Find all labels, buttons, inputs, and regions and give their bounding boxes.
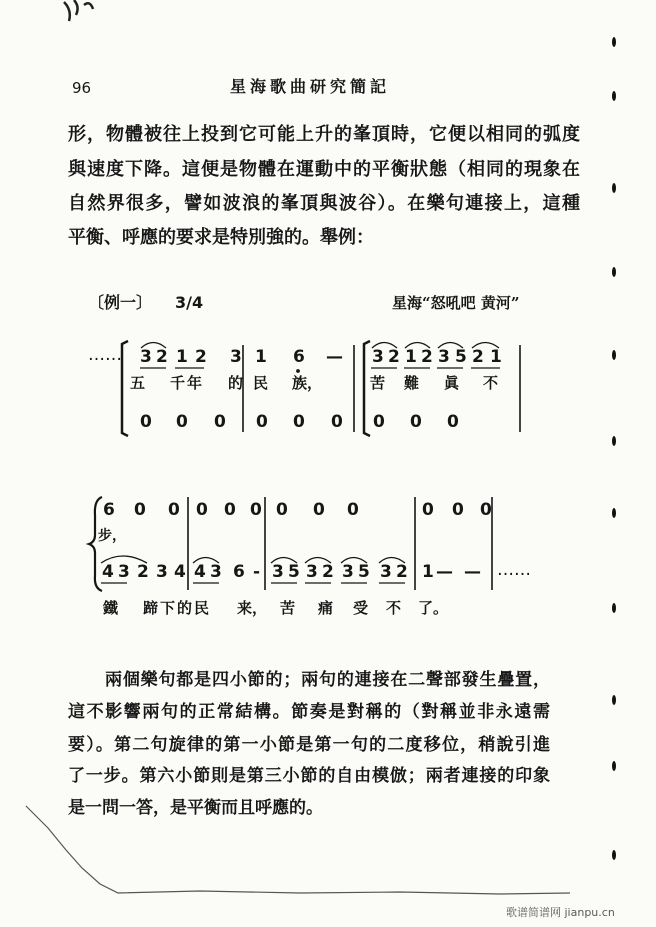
lyric: 来， — [237, 599, 268, 617]
note: 1 — [255, 347, 267, 367]
note: 1 — [422, 562, 434, 582]
binding-dot — [612, 267, 616, 277]
lyric: 眞 — [444, 374, 460, 392]
lyric: 受 — [353, 599, 369, 617]
note: 6 — [293, 347, 305, 367]
note: 1 — [176, 347, 188, 367]
rest: 0 — [214, 412, 226, 432]
rest: 0 — [331, 412, 343, 432]
rest: 0 — [293, 412, 305, 432]
paragraph2-line: 這不影響兩句的正常結構。節奏是對稱的（對稱並非永遠需 — [68, 702, 550, 722]
lyric: 的 — [228, 374, 244, 392]
rest: 0 — [373, 412, 385, 432]
note: 2 — [137, 562, 149, 582]
rest: 0 — [168, 500, 180, 520]
lyric: 鐵 — [103, 599, 119, 617]
lyric: 痛 — [318, 599, 334, 617]
paragraph1-line: 與速度下降。這便是物體在運動中的平衡狀態（相同的現象在 — [68, 159, 580, 180]
lyric: 不 — [386, 599, 402, 617]
rest: 0 — [313, 500, 325, 520]
note: 3 — [140, 347, 152, 367]
binding-dot — [612, 350, 616, 360]
paragraph2-line: 了一步。第六小節則是第三小節的自由模倣；兩者連接的印象 — [68, 766, 550, 786]
binding-dot — [612, 37, 616, 47]
note: 5 — [288, 562, 300, 582]
note: 2 — [322, 562, 334, 582]
lyric: 五 — [130, 374, 146, 392]
paragraph2-line: 要）。第二句旋律的第一小節是第一句的二度移位，稍說引進 — [68, 735, 550, 755]
rest: 0 — [447, 412, 459, 432]
note: 2 — [388, 347, 400, 367]
rest: 0 — [140, 412, 152, 432]
note: 3 — [438, 347, 450, 367]
paragraph1-line: 平衡、呼應的要求是特別強的。舉例： — [68, 227, 374, 248]
rest: 0 — [422, 500, 434, 520]
note: 3 — [156, 562, 168, 582]
running-title: 星海歌曲研究簡記 — [230, 77, 391, 96]
note: 4 — [174, 562, 186, 582]
note: 6 — [233, 562, 245, 582]
binding-dots — [612, 37, 616, 860]
binding-dot — [612, 850, 616, 860]
note: 3 — [342, 562, 354, 582]
note: 2 — [156, 347, 168, 367]
lyric: 步， — [98, 528, 126, 544]
page-number: 96 — [72, 79, 92, 97]
note-extension: — — [464, 562, 481, 582]
note: 4 — [194, 562, 206, 582]
rest: 0 — [250, 500, 262, 520]
note: 6 — [103, 500, 115, 520]
top-left-scribble — [64, 0, 93, 21]
binding-dot — [612, 695, 616, 705]
binding-dot — [612, 436, 616, 446]
lyric: 苦 — [370, 374, 386, 392]
note: 2 — [472, 347, 484, 367]
lyric: 苦 — [280, 599, 296, 617]
rest: 0 — [176, 412, 188, 432]
rest: 0 — [480, 500, 492, 520]
note: 2 — [396, 562, 408, 582]
paragraph1-line: 形，物體被往上投到它可能上升的峯頂時，它便以相同的弧度 — [68, 124, 580, 145]
note: 5 — [358, 562, 370, 582]
binding-dot — [612, 508, 616, 518]
time-signature: 3/4 — [175, 293, 204, 312]
rest: 0 — [256, 412, 268, 432]
rest: 0 — [196, 500, 208, 520]
note: 5 — [455, 347, 467, 367]
note-extension: — — [436, 562, 453, 582]
note: 1 — [405, 347, 417, 367]
rest: 0 — [276, 500, 288, 520]
note-extension: — — [326, 347, 343, 367]
note: 3 — [118, 562, 130, 582]
note: 2 — [421, 347, 433, 367]
system-bracket — [122, 341, 128, 436]
binding-dot — [612, 183, 616, 193]
lyric: 了。 — [418, 599, 449, 617]
note: 2 — [195, 347, 207, 367]
trail-ellipsis: …… — [497, 560, 531, 580]
binding-dot — [612, 761, 616, 771]
note: 3 — [372, 347, 384, 367]
rest: 0 — [410, 412, 422, 432]
rest: 0 — [347, 500, 359, 520]
note: 3 — [230, 347, 242, 367]
paragraph2-line: 兩個樂句都是四小節的；兩句的連接在二聲部發生疊置， — [105, 670, 550, 690]
lyric: 千年 — [170, 374, 205, 392]
binding-dot — [612, 603, 616, 613]
paragraph2-line: 是一問一答，是平衡而且呼應的。 — [68, 798, 323, 818]
note: 1 — [490, 347, 502, 367]
lyric: 族， — [292, 374, 323, 392]
note: 3 — [210, 562, 222, 582]
lead-in-ellipsis: …… — [88, 345, 122, 365]
note-extension: - — [253, 562, 261, 582]
rest: 0 — [134, 500, 146, 520]
example-label: 〔例一〕 — [88, 293, 153, 312]
rest: 0 — [224, 500, 236, 520]
note: 4 — [102, 562, 114, 582]
rest: 0 — [452, 500, 464, 520]
lyric: 民 — [253, 374, 269, 392]
lyric: 不 — [483, 374, 499, 392]
lyric: 難 — [404, 374, 420, 392]
example-source: 星海“怒吼吧 黄河” — [392, 294, 520, 312]
paragraph1-line: 自然界很多，譬如波浪的峯頂與波谷）。在樂句連接上，這種 — [68, 193, 580, 214]
note: 3 — [306, 562, 318, 582]
note: 3 — [380, 562, 392, 582]
site-watermark: 歌谱简谱网 jianpu.cn — [506, 906, 615, 919]
note: 3 — [272, 562, 284, 582]
binding-dot — [612, 91, 616, 101]
lyric: 蹄下的民 — [143, 599, 212, 617]
